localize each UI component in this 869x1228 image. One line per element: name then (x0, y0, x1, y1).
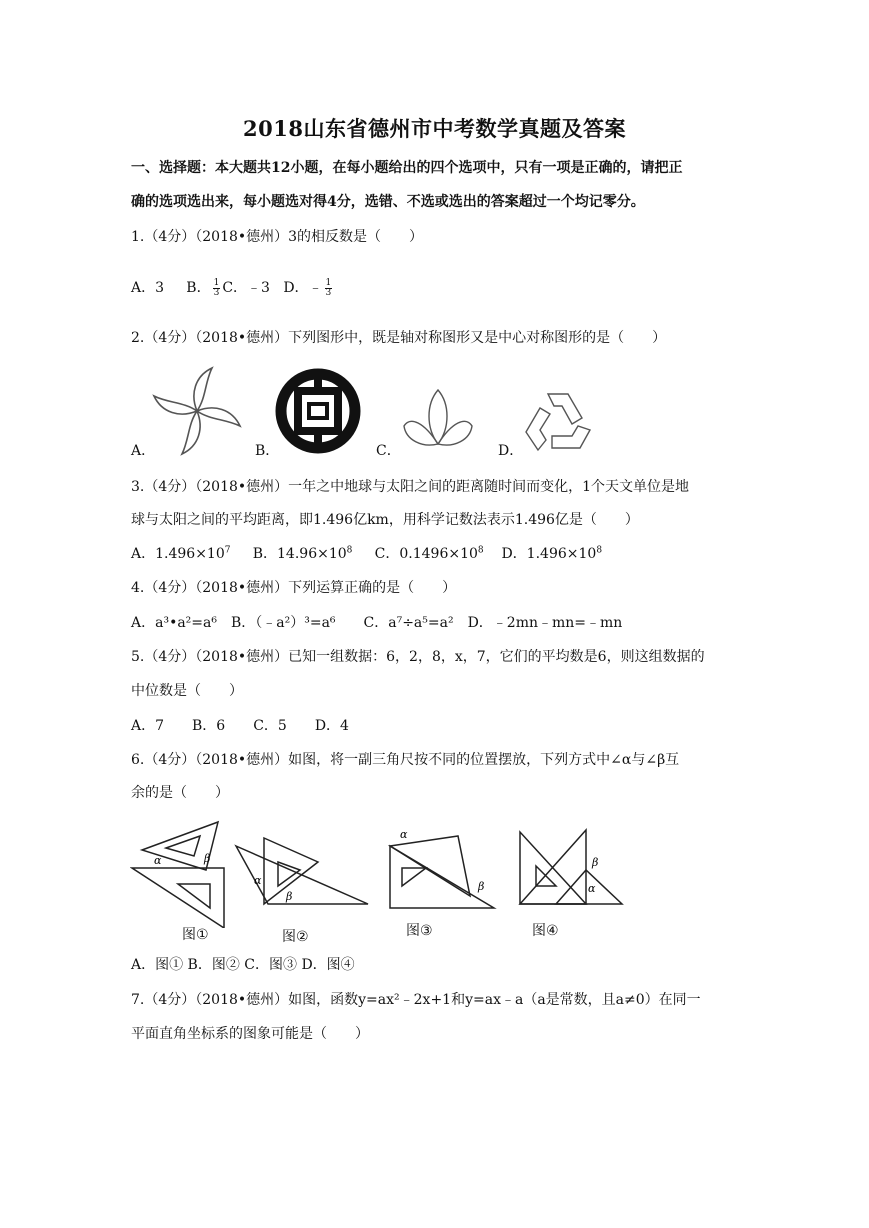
q3-line-2: 球与太阳之间的平均距离，即1.496亿km，用科学记数法表示1.496亿是（ ） (131, 512, 639, 528)
q1-option-b-fraction (213, 279, 221, 298)
set-square-figure-3 (384, 824, 504, 914)
q5-line-2: 中位数是（ ） (131, 683, 243, 699)
set-square-figure-1 (130, 818, 230, 928)
q3-option-c-base: C．0.1496×10 (374, 546, 478, 562)
q1-option-d-fraction (325, 279, 333, 298)
q1-stem: 1.（4分）（2018•德州）3的相反数是（ ） (131, 229, 424, 245)
fraction-numerator: 1 (213, 277, 220, 288)
q2-option-d-label: D． (498, 443, 524, 459)
q4-stem: 4.（4分）（2018•德州）下列运算正确的是（ ） (131, 580, 457, 596)
q3-option-c (375, 546, 484, 562)
section-heading-line-2: 确的选项选出来，每小题选对得4分，选错、不选或选出的答案超过一个均记零分。 (131, 194, 645, 210)
q3-option-a-exponent: 7 (224, 545, 231, 556)
beta-label: β (286, 890, 293, 903)
q6-options: A．图① B．图② C．图③ D．图④ (131, 957, 355, 973)
figure-1-caption: 图① (182, 927, 209, 943)
q7-line-1: 7.（4分）（2018•德州）如图，函数y=ax²﹣2x+1和y=ax﹣a（a是常数，且a≠0）在同一 (131, 992, 701, 1008)
beta-label: β (204, 852, 211, 865)
section-heading-line-1: 一、选择题：本大题共12小题，在每小题给出的四个选项中，只有一项是正确的，请把正 (131, 160, 683, 176)
q3-option-a-base: A．1.496×10 (131, 546, 225, 562)
q6-line-1: 6.（4分）（2018•德州）如图，将一副三角尺按不同的位置摆放，下列方式中∠α与∠β互 (131, 752, 680, 768)
lotus-figure (398, 386, 478, 456)
q6-line-2: 余的是（ ） (131, 785, 229, 801)
q7-line-2: 平面直角坐标系的图象可能是（ ） (131, 1026, 369, 1042)
beta-label: β (478, 880, 485, 893)
q1-option-c: C．﹣3 (222, 280, 270, 296)
beta-label: β (592, 856, 599, 869)
figure-4-caption: 图④ (532, 923, 559, 939)
coin-logo-figure (273, 366, 363, 456)
alpha-label: α (254, 874, 262, 887)
q3-option-d (501, 546, 602, 562)
q2-stem: 2.（4分）（2018•德州）下列图形中，既是轴对称图形又是中心对称图形的是（ ） (131, 330, 667, 346)
fraction-denominator: 3 (213, 287, 220, 298)
q5-line-1: 5.（4分）（2018•德州）已知一组数据：6，2，8，x，7，它们的平均数是6，则这组数据的 (131, 649, 705, 665)
q2-option-a-label: A． (131, 443, 156, 459)
q1-option-a: A．3 (131, 280, 165, 296)
q3-option-b-exponent: 8 (346, 545, 353, 556)
q1-options (131, 278, 334, 298)
q3-option-b (253, 546, 353, 562)
alpha-label: α (154, 854, 162, 867)
figure-3-caption: 图③ (406, 923, 433, 939)
q3-option-d-exponent: 8 (596, 545, 603, 556)
figure-2-caption: 图② (282, 929, 309, 945)
q3-option-b-base: B．14.96×10 (252, 546, 347, 562)
q2-option-b-label: B． (255, 443, 280, 459)
q1-option-d: D．﹣ (283, 280, 323, 296)
fraction-denominator: 3 (325, 287, 332, 298)
set-square-figure-2 (234, 832, 374, 912)
pinwheel-figure (150, 364, 244, 458)
q3-line-1: 3.（4分）（2018•德州）一年之中地球与太阳之间的距离随时间而变化，1个天文单位是地 (131, 479, 690, 495)
alpha-label: α (400, 828, 408, 841)
q1-option-b: B． (186, 280, 211, 296)
fraction-numerator: 1 (325, 277, 332, 288)
q3-options (131, 544, 602, 564)
q3-option-a (131, 546, 230, 562)
q3-option-c-exponent: 8 (477, 545, 484, 556)
set-square-figure-4 (516, 826, 626, 910)
q2-option-c-label: C． (376, 443, 401, 459)
q3-option-d-base: D．1.496×10 (501, 546, 597, 562)
alpha-label: α (588, 882, 596, 895)
q5-options: A．7 B．6 C．5 D．4 (131, 718, 349, 734)
q4-options: A．a³•a²=a⁶ B．（﹣a²）³=a⁶ C．a⁷÷a⁵=a² D．﹣2mn﹣mn=﹣mn (131, 615, 623, 631)
page-title: 2018山东省德州市中考数学真题及答案 (243, 116, 626, 141)
recycle-figure (520, 390, 596, 456)
